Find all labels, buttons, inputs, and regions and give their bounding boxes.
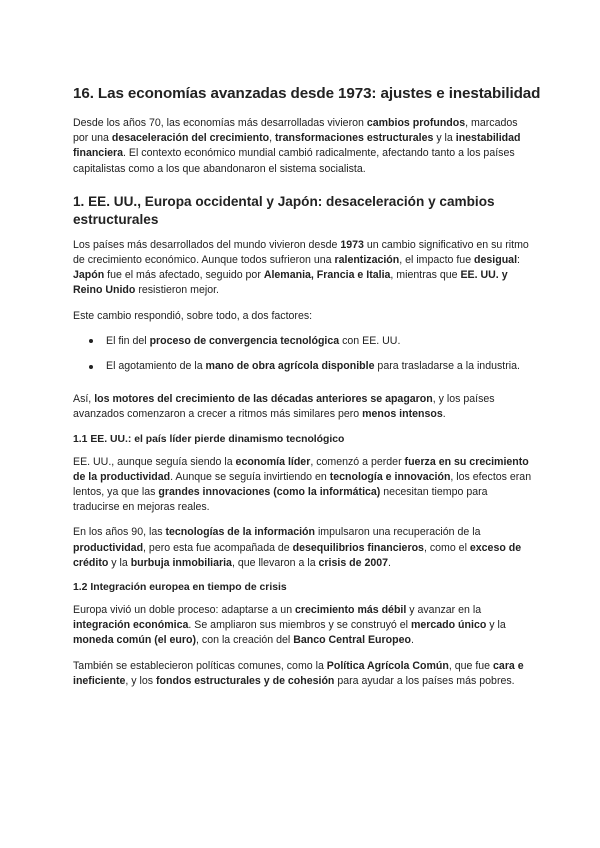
text: fue el más afectado, seguido por [104, 269, 264, 282]
text: , [269, 132, 275, 145]
bold-text: los motores del crecimiento de las décadas anteriores se apagaron [94, 393, 433, 406]
list-item-text [106, 335, 400, 347]
text: un cambio significativo en su ritmo de crecimiento económico. Aunque todos sufrieron una [73, 238, 529, 267]
document-content [73, 84, 541, 699]
list-item [73, 359, 533, 374]
bold-text: Alemania, Francia e Italia [263, 269, 391, 282]
text: . [388, 556, 391, 569]
section-1-1-paragraph-1 [73, 455, 533, 516]
bold-text: exceso de crédito [73, 541, 522, 569]
text: , pero esta fue acompañada de [143, 541, 293, 554]
bold-text: 1973 [340, 238, 364, 251]
text: y avanzar en la [406, 604, 482, 617]
bold-text: mano de obra agrícola disponible [205, 360, 375, 373]
text: , marcados por una [73, 117, 518, 145]
bold-text: cara e ineficiente [73, 659, 524, 687]
bold-text: fondos estructurales y de cohesión [156, 674, 335, 687]
section-1-paragraph-1 [73, 238, 533, 299]
bold-text: grandes innovaciones (como la informática) [158, 486, 381, 499]
text: El agotamiento de la [106, 360, 206, 373]
text: . Se ampliaron sus miembros y se construyó el [188, 619, 411, 632]
text: . Aunque se seguía invirtiendo en [170, 470, 330, 483]
bold-text: Banco Central Europeo [293, 634, 411, 647]
bullet-icon [89, 365, 93, 369]
text: : [517, 254, 520, 267]
section-1-paragraph-3 [73, 392, 533, 422]
bold-text: inestabilidad financiera [73, 132, 521, 160]
text: También se establecieron políticas comunes, como la [73, 659, 327, 672]
bold-text: crisis de 2007 [318, 556, 389, 569]
text: y la [433, 132, 456, 145]
text: , mientras que [390, 269, 461, 282]
bold-text: transformaciones estructurales [274, 132, 434, 145]
bold-text: productividad [73, 541, 144, 554]
text: Este cambio respondió, sobre todo, a dos factores: [73, 309, 313, 322]
section-1-1-paragraph-2 [73, 525, 533, 571]
text: para trasladarse a la industria. [374, 360, 520, 373]
list-item-text [106, 360, 520, 372]
text: , que llevaron a la [231, 556, 319, 569]
text: . El contexto económico mundial cambió radicalmente, afectando tanto a los países capitalistas como a los que abandonaron el sistema socialista. [73, 147, 515, 175]
text: , comenzó a perder [310, 455, 405, 468]
text: El fin del [106, 334, 150, 347]
text: Los países más desarrollados del mundo vivieron desde [73, 238, 341, 251]
bold-text: desigual [474, 254, 518, 267]
text: , como el [423, 541, 470, 554]
text: para ayudar a los países más pobres. [334, 674, 515, 687]
page-title: 16. Las economías avanzadas desde 1973: ajustes e inestabilidad [73, 85, 541, 102]
text: Europa vivió un doble proceso: adaptarse a un [73, 604, 296, 617]
bold-text: EE. UU. y Reino Unido [73, 269, 508, 297]
text: EE. UU., aunque seguía siendo la [73, 455, 236, 468]
text: impulsaron una recuperación de la [315, 526, 481, 539]
text: con EE. UU. [339, 334, 401, 347]
bold-text: crecimiento más débil [295, 604, 407, 617]
text: Desde los años 70, las economías más desarrolladas vivieron [73, 117, 367, 129]
section-1-2-heading: 1.2 Integración europea en tiempo de crisis [73, 582, 287, 594]
text: , con la creación del [196, 634, 294, 647]
text: , el impacto fue [399, 254, 475, 267]
section-1-paragraph-2 [73, 309, 533, 324]
text: En los años 90, las [73, 526, 166, 539]
bold-text: mercado único [410, 619, 487, 632]
text: , los efectos eran lentos, ya que las [73, 470, 532, 499]
intro-paragraph [73, 116, 533, 177]
bold-text: burbuja inmobiliaria [130, 556, 232, 569]
bold-text: fuerza en su crecimiento de la productividad [73, 455, 529, 483]
text: . [442, 408, 446, 421]
bold-text: desequilibrios financieros [292, 541, 424, 554]
bold-text: Política Agrícola Común [326, 659, 449, 672]
text: . [410, 634, 414, 647]
bold-text: tecnologías de la información [165, 526, 315, 539]
section-1-2-paragraph-2 [73, 659, 533, 689]
text: , que fue [448, 659, 494, 672]
bold-text: desaceleración del crecimiento [111, 132, 270, 145]
text: necesitan tiempo para traducirse en mejoras reales. [73, 486, 488, 514]
text: y la [108, 556, 131, 569]
text: Así, [73, 393, 95, 406]
bold-text: cambios profundos [366, 117, 466, 129]
section-1-heading: 1. EE. UU., Europa occidental y Japón: desaceleración y cambios estructurales [73, 193, 495, 227]
section-1-2-paragraph-1 [73, 603, 533, 649]
text: resistieron mejor. [135, 284, 219, 297]
bold-text: menos intensos [362, 408, 443, 421]
bullet-icon [89, 339, 93, 343]
bold-text: Japón [73, 269, 105, 282]
bold-text: ralentización [334, 254, 400, 267]
text: , y los [125, 674, 157, 687]
bold-text: proceso de convergencia tecnológica [149, 334, 340, 347]
bold-text: integración económica [73, 619, 189, 632]
factors-list [73, 334, 533, 374]
text: y la [486, 619, 506, 632]
bold-text: tecnología e innovación [329, 470, 451, 483]
bold-text: economía líder [235, 455, 311, 468]
bold-text: moneda común (el euro) [73, 634, 197, 647]
list-item [73, 334, 533, 349]
text: , y los países avanzados comenzaron a crecer a ritmos más similares pero [73, 393, 495, 421]
section-1-1-heading: 1.1 EE. UU.: el país líder pierde dinamismo tecnológico [73, 433, 345, 445]
